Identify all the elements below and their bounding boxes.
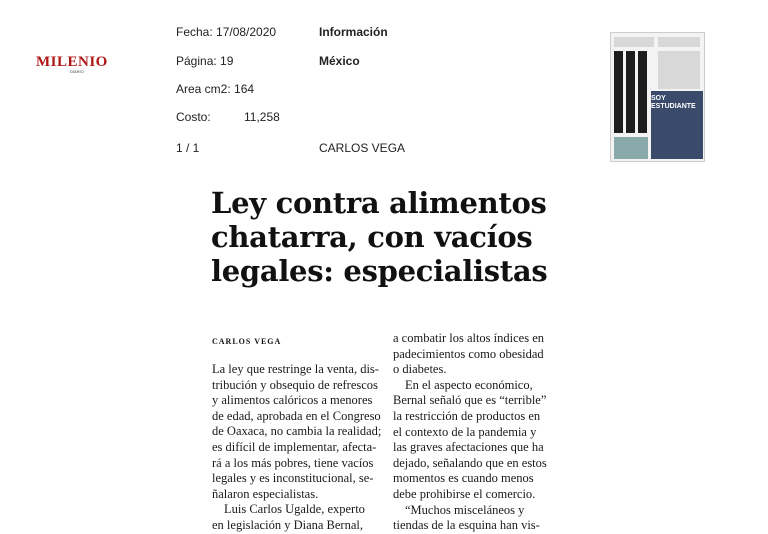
region-label: México (319, 54, 360, 68)
text-line: dejado, señalando que en estos (393, 455, 547, 470)
text-line: debe prohibirse el comercio. (393, 486, 536, 501)
page-thumbnail[interactable] (610, 32, 705, 162)
article-column-2 (393, 331, 563, 534)
text-line: las graves afectaciones que ha (393, 440, 544, 455)
text-line: tribución y obsequio de refrescos (212, 377, 378, 392)
text-line: Luis Carlos Ugalde, experto (224, 502, 365, 517)
area-label: Area cm2: 164 (176, 82, 255, 96)
fecha-label: Fecha: 17/08/2020 (176, 25, 277, 39)
text-line: momentos es cuando menos (393, 471, 534, 486)
thumbnail-banner: SOY ESTUDIANTE (651, 95, 696, 110)
text-line: padecimientos como obesidad (393, 346, 544, 361)
text-line: “Muchos misceláneos y (405, 502, 525, 517)
section-label: Información (319, 25, 388, 39)
text-line: el contexto de la pandemia y (393, 424, 537, 439)
text-line: legales y es inconstitucional, se- (212, 471, 374, 486)
pagina-label: Página: 19 (176, 54, 234, 68)
headline-line: legales: especialistas (211, 254, 548, 288)
text-line: de edad, aprobada en el Congreso (212, 408, 381, 423)
text-line: a combatir los altos índices en (393, 331, 545, 345)
author-label: CARLOS VEGA (319, 141, 406, 155)
text-line: o diabetes. (393, 362, 447, 377)
text-line: En el aspecto económico, (405, 377, 533, 392)
text-line: tiendas de la esquina han vis- (393, 518, 540, 533)
text-line: y alimentos calóricos a menores (212, 393, 373, 408)
article-byline: CARLOS VEGA (212, 337, 282, 346)
text-line: la restricción de productos en (393, 408, 541, 423)
article-column-1 (212, 362, 382, 534)
milenio-logo (36, 54, 106, 74)
page-count: 1 / 1 (176, 141, 200, 155)
logo-subtitle: DIARIO (70, 69, 84, 74)
costo-value: 11,258 (244, 110, 280, 124)
text-line: ñalaron especialistas. (212, 486, 319, 501)
headline-line: Ley contra alimentos (211, 186, 547, 220)
text-line: es difícil de implementar, afecta- (212, 439, 377, 454)
article-headline (211, 186, 591, 288)
text-line: rá a los más pobres, tiene vacíos (212, 455, 374, 470)
text-line: Bernal señaló que es “terrible” (393, 393, 547, 408)
text-line: de Oaxaca, no cambia la realidad; (212, 424, 382, 439)
text-line: La ley que restringe la venta, dis- (212, 362, 379, 376)
text-line: en legislación y Diana Bernal, (212, 517, 363, 532)
costo-label: Costo: (176, 110, 211, 124)
logo-wordmark: MILENIO (36, 54, 108, 70)
headline-line: chatarra, con vacíos (211, 220, 533, 254)
